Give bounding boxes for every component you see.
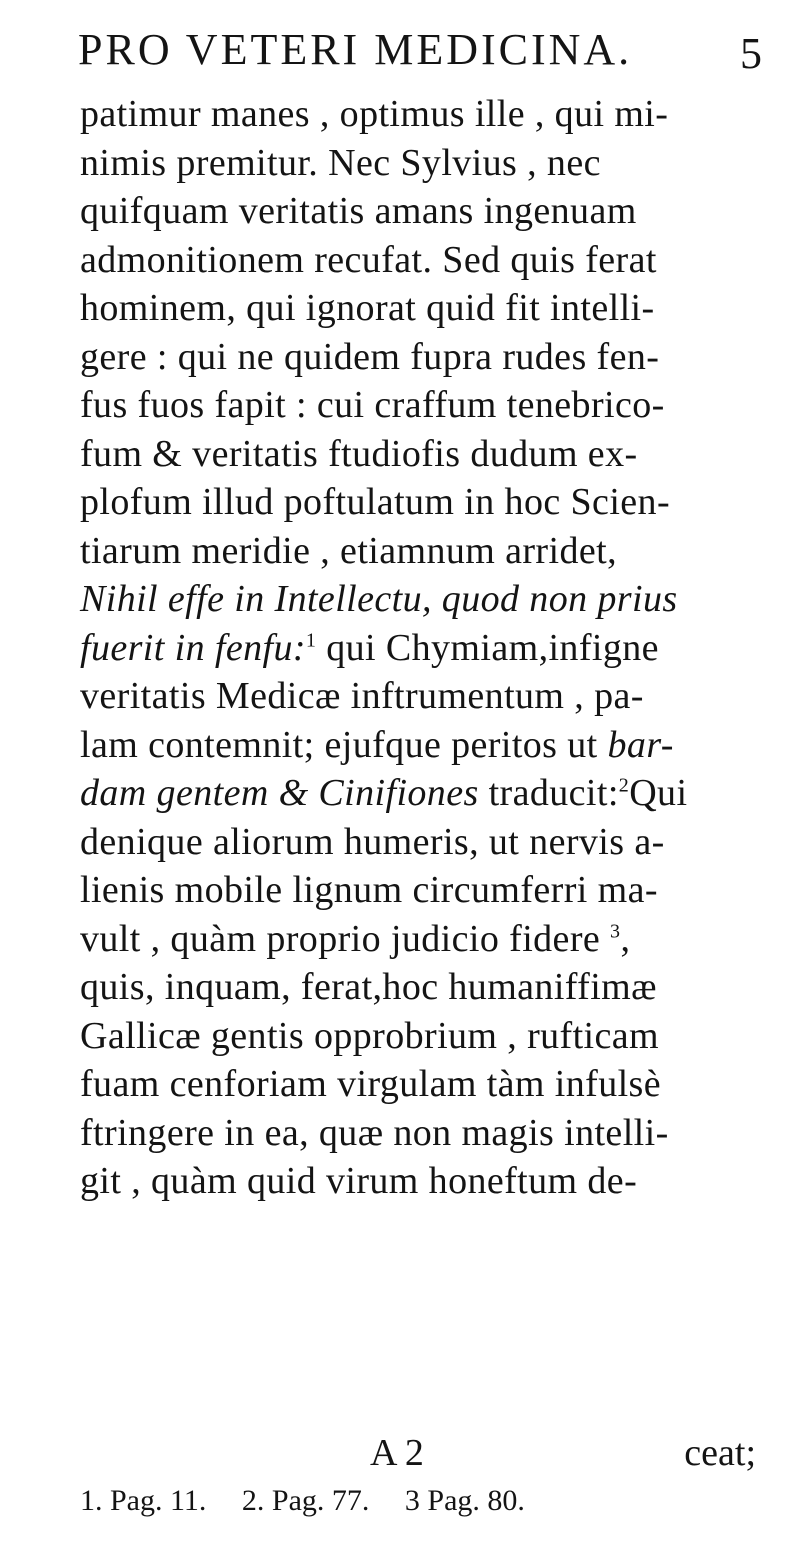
text-line: fum & veritatis ftudiofis dudum ex- (80, 432, 638, 475)
footnote-ref: 1 (305, 628, 317, 651)
text-line: gere : qui ne quidem fupra rudes fen- (80, 335, 660, 378)
italic-segment: dam gentem & Cinifiones (80, 772, 479, 814)
footnote: 2. Pag. 77. (241, 1484, 370, 1517)
text-line (80, 769, 770, 818)
text-line-quote: Nihil effe in Intellectu, quod non prius (80, 578, 678, 620)
signature-line (80, 1431, 770, 1479)
text-line: git , quàm quid virum honeftum de- (80, 1160, 638, 1202)
italic-segment: bar- (607, 723, 674, 766)
page-number: 5 (740, 29, 762, 78)
footnote-ref: 3 (610, 919, 621, 942)
text-line: lienis mobile lignum circumferri ma- (80, 869, 658, 911)
text-line: denique aliorum humeris, ut nervis a- (80, 820, 665, 863)
text-segment: lam contemnit; ejufque peritos ut (80, 723, 608, 766)
running-title: PRO VETERI MEDICINA. (78, 25, 633, 74)
text-line: fuam cenforiam virgulam tàm infulsè (80, 1063, 662, 1105)
quote-continuation: fuerit in fenfu: (80, 626, 306, 669)
text-segment: traducit: (478, 772, 619, 814)
signature-mark: A 2 (370, 1432, 424, 1474)
page-header (78, 24, 768, 90)
text-segment: qui Chymiam,infigne (316, 626, 659, 669)
footnotes (80, 1484, 770, 1524)
text-line: quis, inquam, ferat,hoc humaniffimæ (80, 966, 657, 1008)
text-line: veritatis Medicæ inftrumentum , pa- (80, 675, 644, 717)
text-line (80, 721, 770, 770)
text-segment: , (620, 917, 631, 960)
catchword: ceat; (684, 1432, 756, 1474)
text-line: plofum illud poftulatum in hoc Scien- (80, 481, 670, 523)
text-line: nimis premitur. Nec Sylvius , nec (80, 141, 601, 184)
footnote-ref: 2 (618, 774, 630, 797)
body-text (80, 90, 770, 1206)
text-line: ftringere in ea, quæ non magis intelli- (80, 1111, 669, 1154)
text-segment: vult , quàm proprio judicio fidere (80, 917, 611, 960)
text-line: quifquam veritatis amans ingenuam (80, 190, 637, 232)
text-line (80, 915, 770, 964)
footnote: 1. Pag. 11. (80, 1484, 207, 1517)
text-line: fus fuos fapit : cui craffum tenebrico- (80, 384, 665, 426)
text-line: Gallicæ gentis opprobrium , rufticam (80, 1014, 660, 1057)
text-line (80, 624, 770, 673)
text-line: hominem, qui ignorat quid fit intelli- (80, 287, 655, 329)
text-line: admonitionem recufat. Sed quis ferat (80, 238, 657, 281)
text-line: tiarum meridie , etiamnum arridet, (80, 529, 617, 572)
text-segment: Qui (629, 772, 688, 814)
footnote: 3 Pag. 80. (404, 1484, 525, 1517)
text-line: patimur manes , optimus ille , qui mi- (80, 93, 669, 135)
